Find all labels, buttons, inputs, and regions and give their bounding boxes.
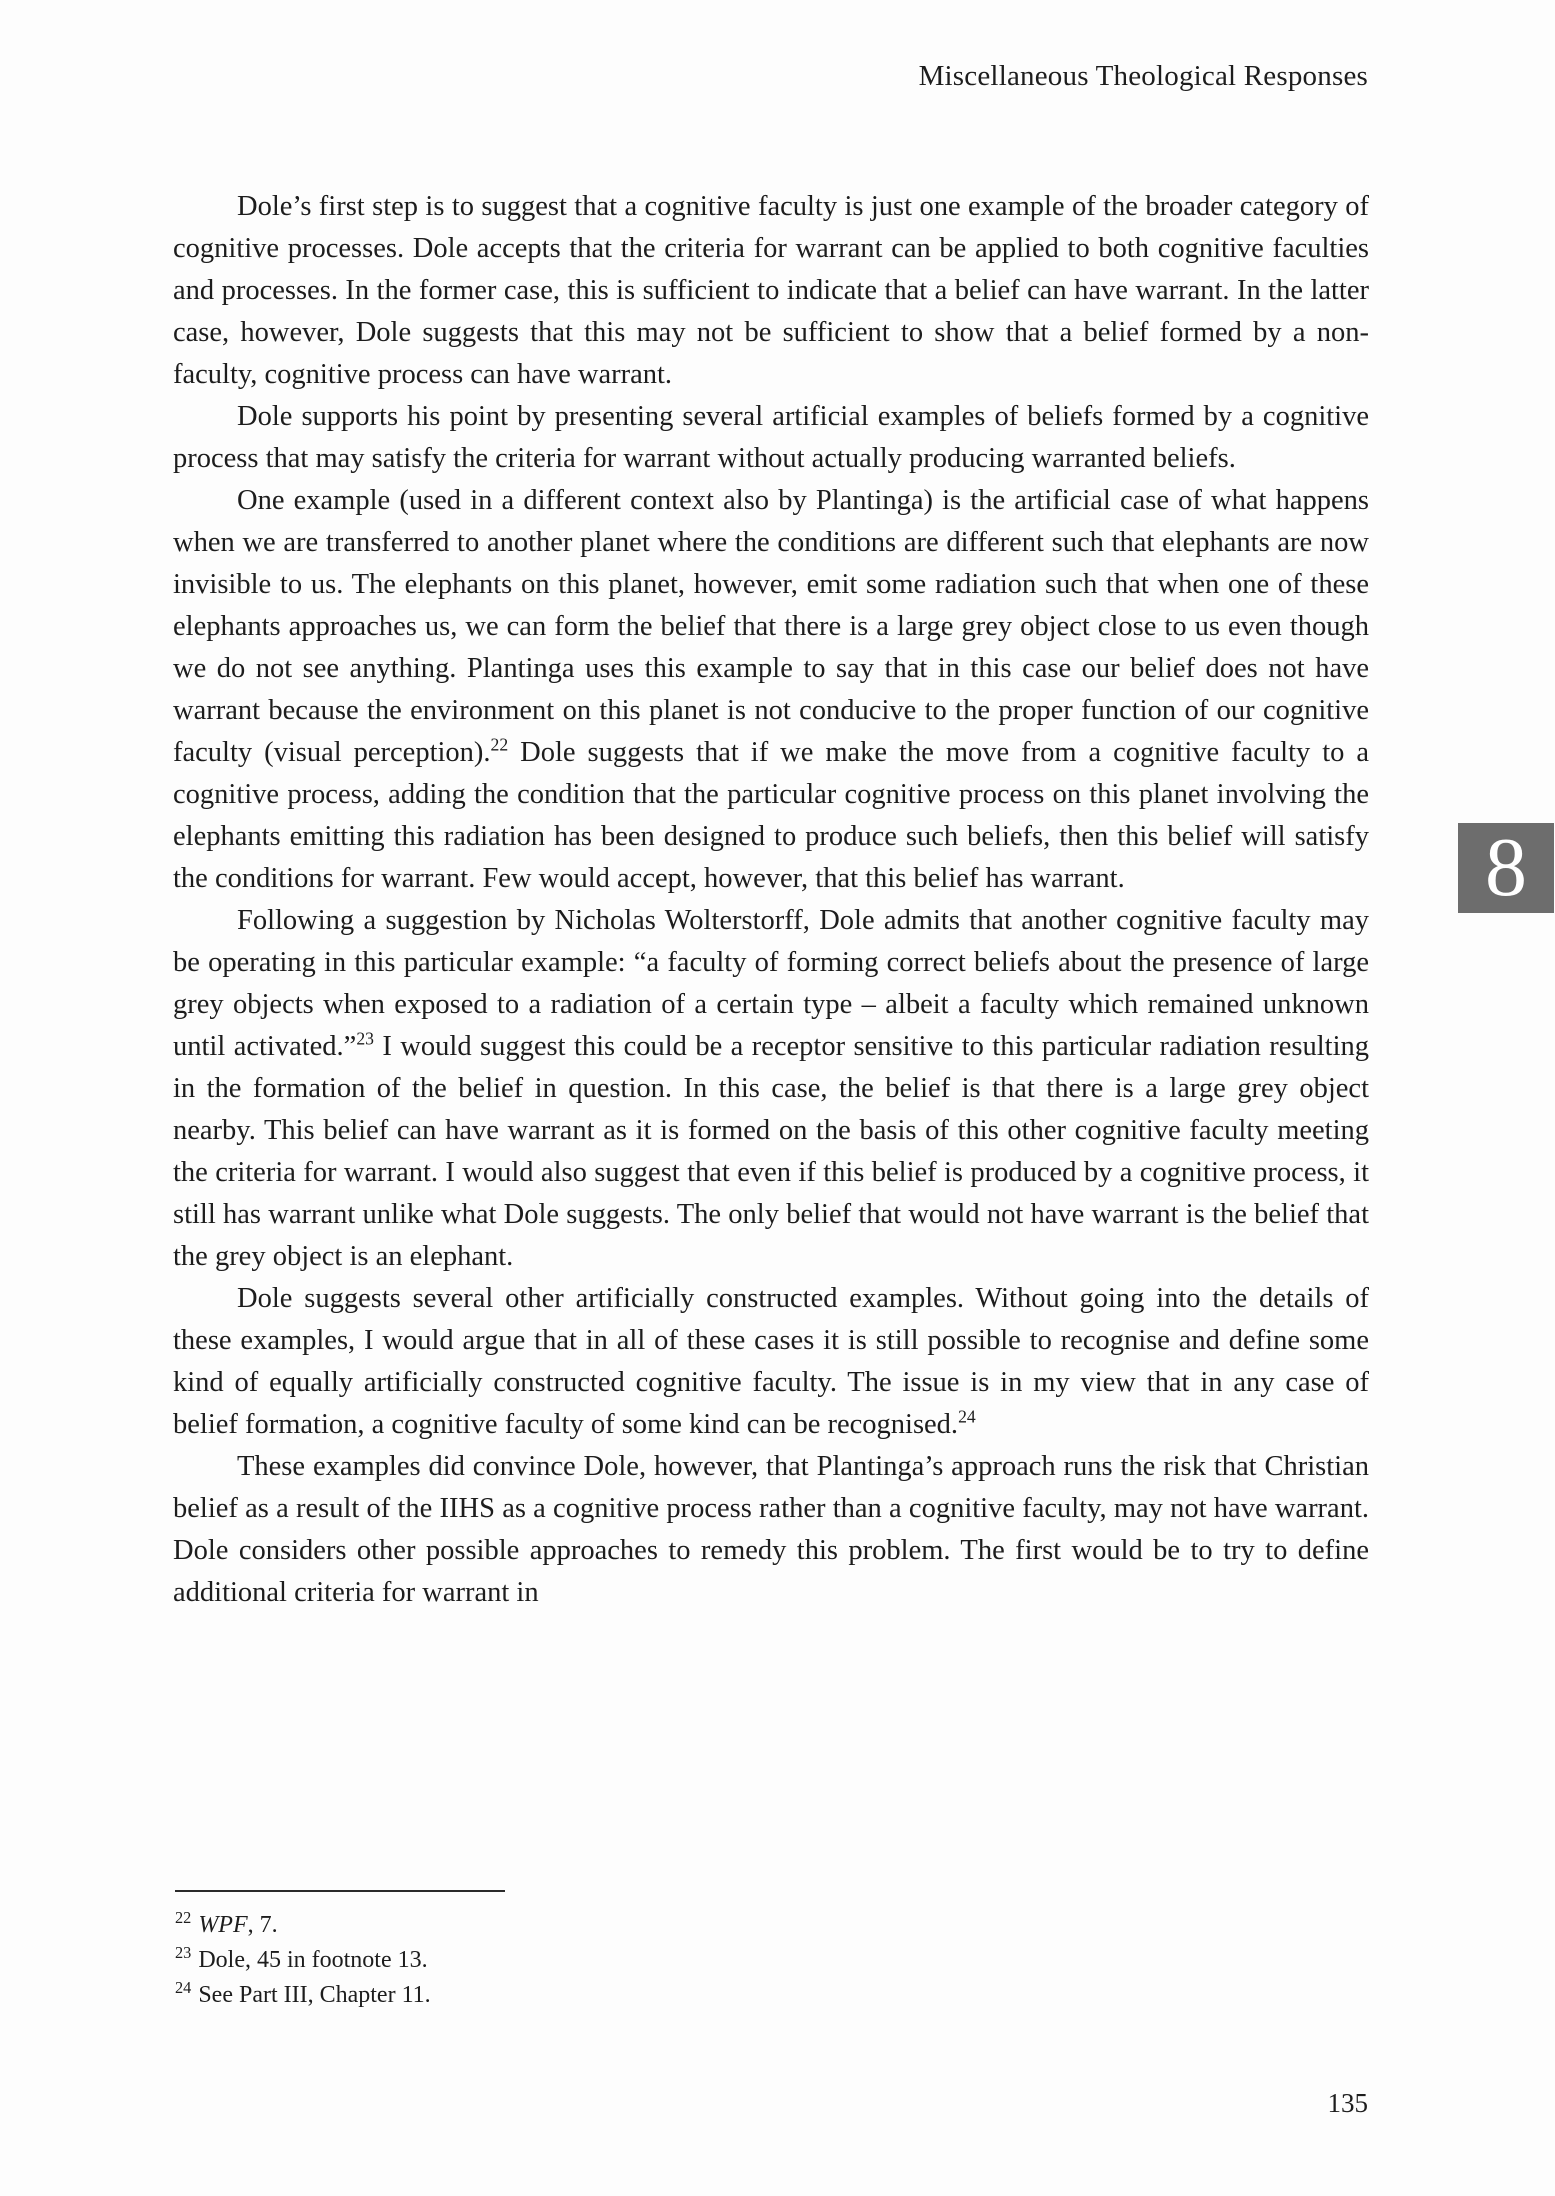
paragraph-5: [173, 1278, 1369, 1446]
chapter-tab: [1458, 823, 1554, 913]
footnote-text: See Part III, Chapter 11.: [198, 1982, 431, 2008]
paragraph-3: [173, 480, 1369, 900]
chapter-number: 8: [1485, 821, 1527, 914]
footnote-24: [175, 1978, 1371, 2013]
page-number: 135: [1327, 2088, 1368, 2118]
footnote-marker: 22: [175, 1908, 192, 1927]
footnote-rule: [175, 1890, 505, 1892]
paragraph-1: [173, 186, 1369, 396]
paragraph-6: [173, 1446, 1369, 1614]
footnote-ref-22: 22: [490, 734, 509, 755]
footnote-ref-24: 24: [958, 1406, 976, 1427]
paragraph-text: Dole supports his point by presenting several artificial examples of beliefs formed by a cognitive process that may satisfy the criteria for warrant without actually producing warranted beliefs.: [173, 401, 1369, 474]
running-header: Miscellaneous Theological Responses: [918, 60, 1368, 92]
footnote-block: [175, 1890, 1371, 2013]
paragraph-4: [173, 900, 1369, 1278]
footnote-text: , 7.: [247, 1912, 278, 1938]
footnote-marker: 24: [175, 1978, 192, 1997]
footnote-ref-23: 23: [356, 1028, 374, 1049]
footnote-23: [175, 1943, 1371, 1978]
paragraph-text: Dole suggests several other artificially constructed examples. Without going into the details of these examples, I would argue that in all of these cases it is still possible to recognise and define some kind of equally artificially constructed cognitive faculty. The issue is in my view that in any case of belief formation, a cognitive faculty of some kind can be recognised.: [173, 1283, 1369, 1440]
paragraph-text: These examples did convince Dole, however, that Plantinga’s approach runs the risk that Christian belief as a result of the IIHS as a cognitive process rather than a cognitive faculty, may not have warrant. Dole considers other possible approaches to remedy this problem. The first would be to try to define additional criteria for warrant in: [173, 1451, 1369, 1608]
body-text: [173, 186, 1369, 1614]
paragraph-text: I would suggest this could be a receptor sensitive to this particular radiation resulting in the formation of the belief in question. In this case, the belief is that there is a large grey object nearby. This belief can have warrant as it is formed on the basis of this other cognitive faculty meeting the criteria for warrant. I would also suggest that even if this belief is produced by a cognitive process, it still has warrant unlike what Dole suggests. The only belief that would not have warrant is the belief that the grey object is an elephant.: [173, 1031, 1369, 1272]
footnote-italic-text: WPF: [198, 1912, 248, 1938]
paragraph-2: [173, 396, 1369, 480]
paragraph-text: Dole suggests that if we make the move from a cognitive faculty to a cognitive process, adding the condition that the particular cognitive process on this planet involving the elephants emitting this radiation has been designed to produce such beliefs, then this belief will satisfy the conditions for warrant. Few would accept, however, that this belief has warrant.: [173, 737, 1369, 894]
footnote-marker: 23: [175, 1943, 192, 1962]
paragraph-text: Dole’s first step is to suggest that a cognitive faculty is just one example of the broader category of cognitive processes. Dole accepts that the criteria for warrant can be applied to both cognitive faculties and processes. In the former case, this is sufficient to indicate that a belief can have warrant. In the latter case, however, Dole suggests that this may not be sufficient to show that a belief formed by a non-faculty, cognitive process can have warrant.: [173, 191, 1369, 390]
footnote-22: [175, 1908, 1371, 1943]
paragraph-text: Following a suggestion by Nicholas Wolterstorff, Dole admits that another cognitive faculty may be operating in this particular example: “a faculty of forming correct beliefs about the presence of large grey objects when exposed to a radiation of a certain type – albeit a faculty which remained unknown until activated.”: [173, 905, 1369, 1062]
paragraph-text: One example (used in a different context also by Plantinga) is the artificial case of what happens when we are transferred to another planet where the conditions are different such that elephants are now invisible to us. The elephants on this planet, however, emit some radiation such that when one of these elephants approaches us, we can form the belief that there is a large grey object close to us even though we do not see anything. Plantinga uses this example to say that in this case our belief does not have warrant because the environment on this planet is not conducive to the proper function of our cognitive faculty (visual perception).: [173, 485, 1369, 768]
footnote-text: Dole, 45 in footnote 13.: [198, 1947, 428, 1973]
